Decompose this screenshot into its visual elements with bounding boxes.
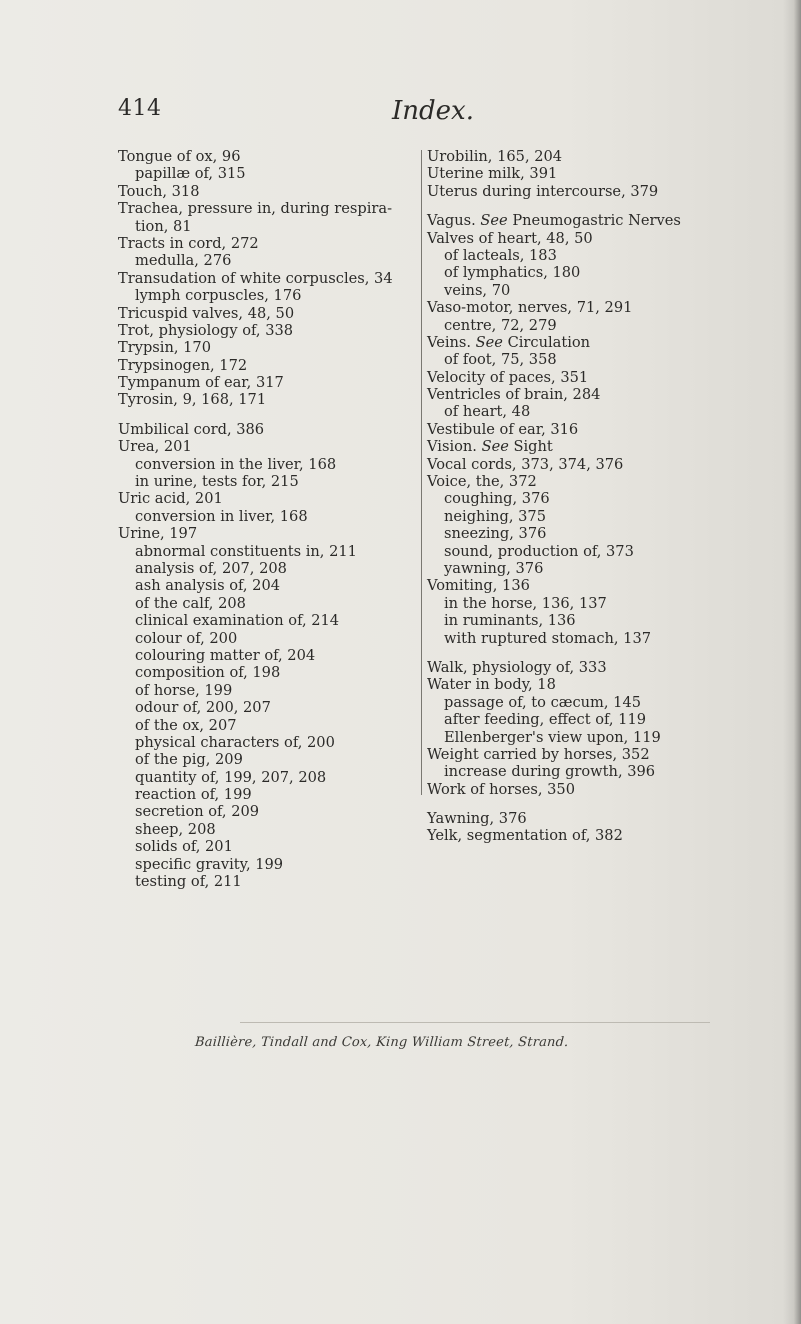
- index-subentry: [118, 682, 418, 699]
- index-subentry: [118, 856, 418, 873]
- index-subentry: [427, 247, 801, 264]
- entry-text: passage of, to cæcum, 145: [444, 693, 642, 711]
- index-entry: [427, 810, 801, 827]
- index-subentry: [427, 711, 801, 728]
- entry-text: Trypsin, 170: [118, 339, 211, 357]
- entry-text: Tongue of ox, 96: [118, 148, 241, 165]
- index-subentry: [118, 287, 418, 304]
- index-entry: [427, 827, 801, 844]
- footer-rule: [240, 1022, 710, 1023]
- entry-text: of lacteals, 183: [444, 246, 557, 264]
- index-subentry: [118, 165, 418, 182]
- entry-text: composition of, 198: [135, 664, 281, 682]
- cross-reference-target: Sight: [508, 438, 553, 456]
- index-subentry: [118, 664, 418, 681]
- entry-text: clinical examination of, 214: [135, 612, 340, 630]
- index-entry: [427, 230, 801, 247]
- entry-text: Trypsinogen, 172: [118, 356, 248, 374]
- cross-reference-target: Pneumogastric Nerves: [507, 212, 681, 230]
- index-entry: [427, 183, 801, 200]
- index-subentry: [118, 751, 418, 768]
- entry-text: after feeding, effect of, 119: [444, 711, 647, 729]
- index-subentry: [118, 647, 418, 664]
- entry-text: Ellenberger's view upon, 119: [444, 728, 661, 746]
- entry-text: reaction of, 199: [135, 786, 252, 804]
- index-entry: [118, 270, 418, 287]
- entry-text: in ruminants, 136: [444, 612, 576, 630]
- index-subentry: [118, 560, 418, 577]
- index-entry: [118, 148, 418, 165]
- index-entry: [427, 421, 801, 438]
- index-entry: [427, 676, 801, 693]
- index-entry: [427, 212, 801, 229]
- index-entry: [427, 746, 801, 763]
- index-subentry: [427, 508, 801, 525]
- entry-text: of horse, 199: [135, 681, 233, 699]
- index-subentry: [427, 264, 801, 281]
- entry-text: medulla, 276: [135, 252, 232, 270]
- index-subentry: [118, 803, 418, 820]
- entry-text: Uterus during intercourse, 379: [427, 182, 659, 200]
- entry-text: papillæ of, 315: [135, 165, 246, 183]
- index-entry: [118, 438, 418, 455]
- index-subentry: [427, 612, 801, 629]
- entry-text: Uterine milk, 391: [427, 165, 558, 183]
- index-entry: [427, 473, 801, 490]
- entry-text: of lymphatics, 180: [444, 264, 581, 282]
- entry-text: neighing, 375: [444, 507, 546, 525]
- index-subentry: [427, 560, 801, 577]
- entry-text: Transudation of white corpuscles, 34: [118, 269, 393, 287]
- index-entry: [118, 525, 418, 542]
- entry-text: yawning, 376: [444, 559, 544, 577]
- index-entry: [427, 577, 801, 594]
- index-entry: [118, 339, 418, 356]
- index-subentry: [118, 218, 418, 235]
- entry-text: colour of, 200: [135, 629, 238, 647]
- index-subentry: [427, 525, 801, 542]
- index-entry: [427, 659, 801, 676]
- entry-text: Weight carried by horses, 352: [427, 745, 650, 763]
- see-reference: See: [481, 438, 509, 456]
- see-reference: See: [480, 212, 508, 230]
- entry-text: Voice, the, 372: [427, 473, 537, 491]
- index-subentry: [427, 729, 801, 746]
- entry-text: Velocity of paces, 351: [427, 368, 589, 386]
- index-subentry: [118, 838, 418, 855]
- index-entry: [427, 781, 801, 798]
- entry-text: in the horse, 136, 137: [444, 594, 607, 612]
- index-subentry: [118, 595, 418, 612]
- entry-text: of the pig, 209: [135, 751, 243, 769]
- see-reference: See: [475, 333, 503, 351]
- index-subentry: [427, 694, 801, 711]
- index-entry: [427, 334, 801, 351]
- entry-text: Vaso-motor, nerves, 71, 291: [427, 299, 633, 317]
- index-subentry: [118, 769, 418, 786]
- entry-text: Urea, 201: [118, 438, 192, 456]
- entry-text: coughing, 376: [444, 490, 550, 508]
- entry-text: of the calf, 208: [135, 594, 246, 612]
- index-entry: [118, 374, 418, 391]
- index-subentry: [427, 595, 801, 612]
- index-entry: [427, 369, 801, 386]
- entry-text: physical characters of, 200: [135, 733, 335, 751]
- index-entry: [118, 235, 418, 252]
- column-divider: [421, 150, 422, 795]
- entry-text: Trot, physiology of, 338: [118, 321, 294, 339]
- index-subentry: [118, 473, 418, 490]
- entry-text: centre, 72, 279: [444, 316, 557, 334]
- entry-group-gap: [427, 200, 801, 212]
- index-entry: [118, 357, 418, 374]
- index-subentry: [118, 873, 418, 890]
- index-subentry: [118, 734, 418, 751]
- index-entry: [427, 386, 801, 403]
- index-subentry: [427, 351, 801, 368]
- entry-text: Urine, 197: [118, 525, 198, 543]
- entry-text: Valves of heart, 48, 50: [427, 229, 593, 247]
- entry-text: veins, 70: [444, 281, 511, 299]
- entry-text: Water in body, 18: [427, 676, 556, 694]
- index-column-right: [427, 148, 801, 845]
- entry-text: Veins.: [427, 333, 476, 351]
- index-column-left: [118, 148, 418, 890]
- index-subentry: [427, 282, 801, 299]
- index-subentry: [427, 403, 801, 420]
- entry-text: with ruptured stomach, 137: [444, 629, 652, 647]
- entry-text: Ventricles of brain, 284: [427, 386, 601, 404]
- entry-text: Touch, 318: [118, 182, 200, 200]
- cross-reference-target: Circulation: [502, 333, 591, 351]
- index-subentry: [118, 252, 418, 269]
- entry-text: sheep, 208: [135, 820, 216, 838]
- entry-text: sneezing, 376: [444, 525, 547, 543]
- entry-text: conversion in the liver, 168: [135, 455, 337, 473]
- entry-text: in urine, tests for, 215: [135, 473, 299, 491]
- index-subentry: [427, 543, 801, 560]
- entry-text: testing of, 211: [135, 873, 242, 891]
- index-subentry: [427, 490, 801, 507]
- entry-text: sound, production of, 373: [444, 542, 634, 560]
- entry-text: Vision.: [427, 438, 482, 456]
- index-subentry: [118, 508, 418, 525]
- index-subentry: [427, 763, 801, 780]
- index-entry: [427, 438, 801, 455]
- entry-text: Tyrosin, 9, 168, 171: [118, 391, 267, 409]
- entry-text: Vocal cords, 373, 374, 376: [427, 455, 624, 473]
- entry-text: quantity of, 199, 207, 208: [135, 768, 327, 786]
- index-entry: [118, 183, 418, 200]
- entry-text: Tricuspid valves, 48, 50: [118, 304, 295, 322]
- entry-text: of foot, 75, 358: [444, 351, 557, 369]
- entry-text: Yawning, 376: [427, 810, 527, 828]
- index-entry: [427, 165, 801, 182]
- index-entry: [118, 391, 418, 408]
- entry-text: solids of, 201: [135, 838, 233, 856]
- entry-text: Walk, physiology of, 333: [427, 658, 607, 676]
- entry-text: colouring matter of, 204: [135, 646, 316, 664]
- entry-text: Urobilin, 165, 204: [427, 148, 563, 165]
- entry-text: analysis of, 207, 208: [135, 559, 287, 577]
- entry-text: Tracts in cord, 272: [118, 234, 259, 252]
- index-subentry: [427, 317, 801, 334]
- entry-text: tion, 81: [135, 217, 192, 235]
- index-subentry: [118, 717, 418, 734]
- entry-text: conversion in liver, 168: [135, 507, 308, 525]
- entry-text: specific gravity, 199: [135, 855, 284, 873]
- index-subentry: [427, 630, 801, 647]
- index-subentry: [118, 612, 418, 629]
- entry-text: odour of, 200, 207: [135, 699, 271, 717]
- index-entry: [118, 305, 418, 322]
- entry-text: secretion of, 209: [135, 803, 260, 821]
- publisher-imprint: Baillière, Tindall and Cox, King William Street, Strand.: [194, 1035, 570, 1050]
- index-entry: [427, 299, 801, 316]
- index-entry: [118, 490, 418, 507]
- index-subentry: [118, 786, 418, 803]
- entry-text: Work of horses, 350: [427, 780, 575, 798]
- running-head: Index.: [392, 96, 474, 126]
- entry-text: Uric acid, 201: [118, 490, 223, 508]
- index-subentry: [118, 630, 418, 647]
- entry-group-gap: [118, 409, 418, 421]
- entry-text: of heart, 48: [444, 403, 531, 421]
- entry-text: ash analysis of, 204: [135, 577, 281, 595]
- page-header: [0, 96, 801, 132]
- index-entry: [118, 200, 418, 217]
- entry-text: Vagus.: [427, 212, 481, 230]
- entry-group-gap: [427, 647, 801, 659]
- entry-text: increase during growth, 396: [444, 763, 656, 781]
- index-subentry: [118, 456, 418, 473]
- index-subentry: [118, 821, 418, 838]
- entry-text: Trachea, pressure in, during respira-: [118, 200, 393, 218]
- entry-text: lymph corpuscles, 176: [135, 287, 302, 305]
- entry-text: of the ox, 207: [135, 716, 237, 734]
- index-entry: [427, 456, 801, 473]
- entry-text: abnormal constituents in, 211: [135, 542, 357, 560]
- entry-text: Tympanum of ear, 317: [118, 374, 284, 392]
- entry-text: Vestibule of ear, 316: [427, 420, 579, 438]
- index-entry: [427, 148, 801, 165]
- entry-group-gap: [427, 798, 801, 810]
- entry-text: Vomiting, 136: [427, 577, 530, 595]
- index-subentry: [118, 543, 418, 560]
- page-number: 414: [118, 96, 162, 121]
- index-subentry: [118, 577, 418, 594]
- index-entry: [118, 421, 418, 438]
- entry-text: Umbilical cord, 386: [118, 420, 265, 438]
- index-entry: [118, 322, 418, 339]
- index-subentry: [118, 699, 418, 716]
- entry-text: Yelk, segmentation of, 382: [427, 827, 623, 845]
